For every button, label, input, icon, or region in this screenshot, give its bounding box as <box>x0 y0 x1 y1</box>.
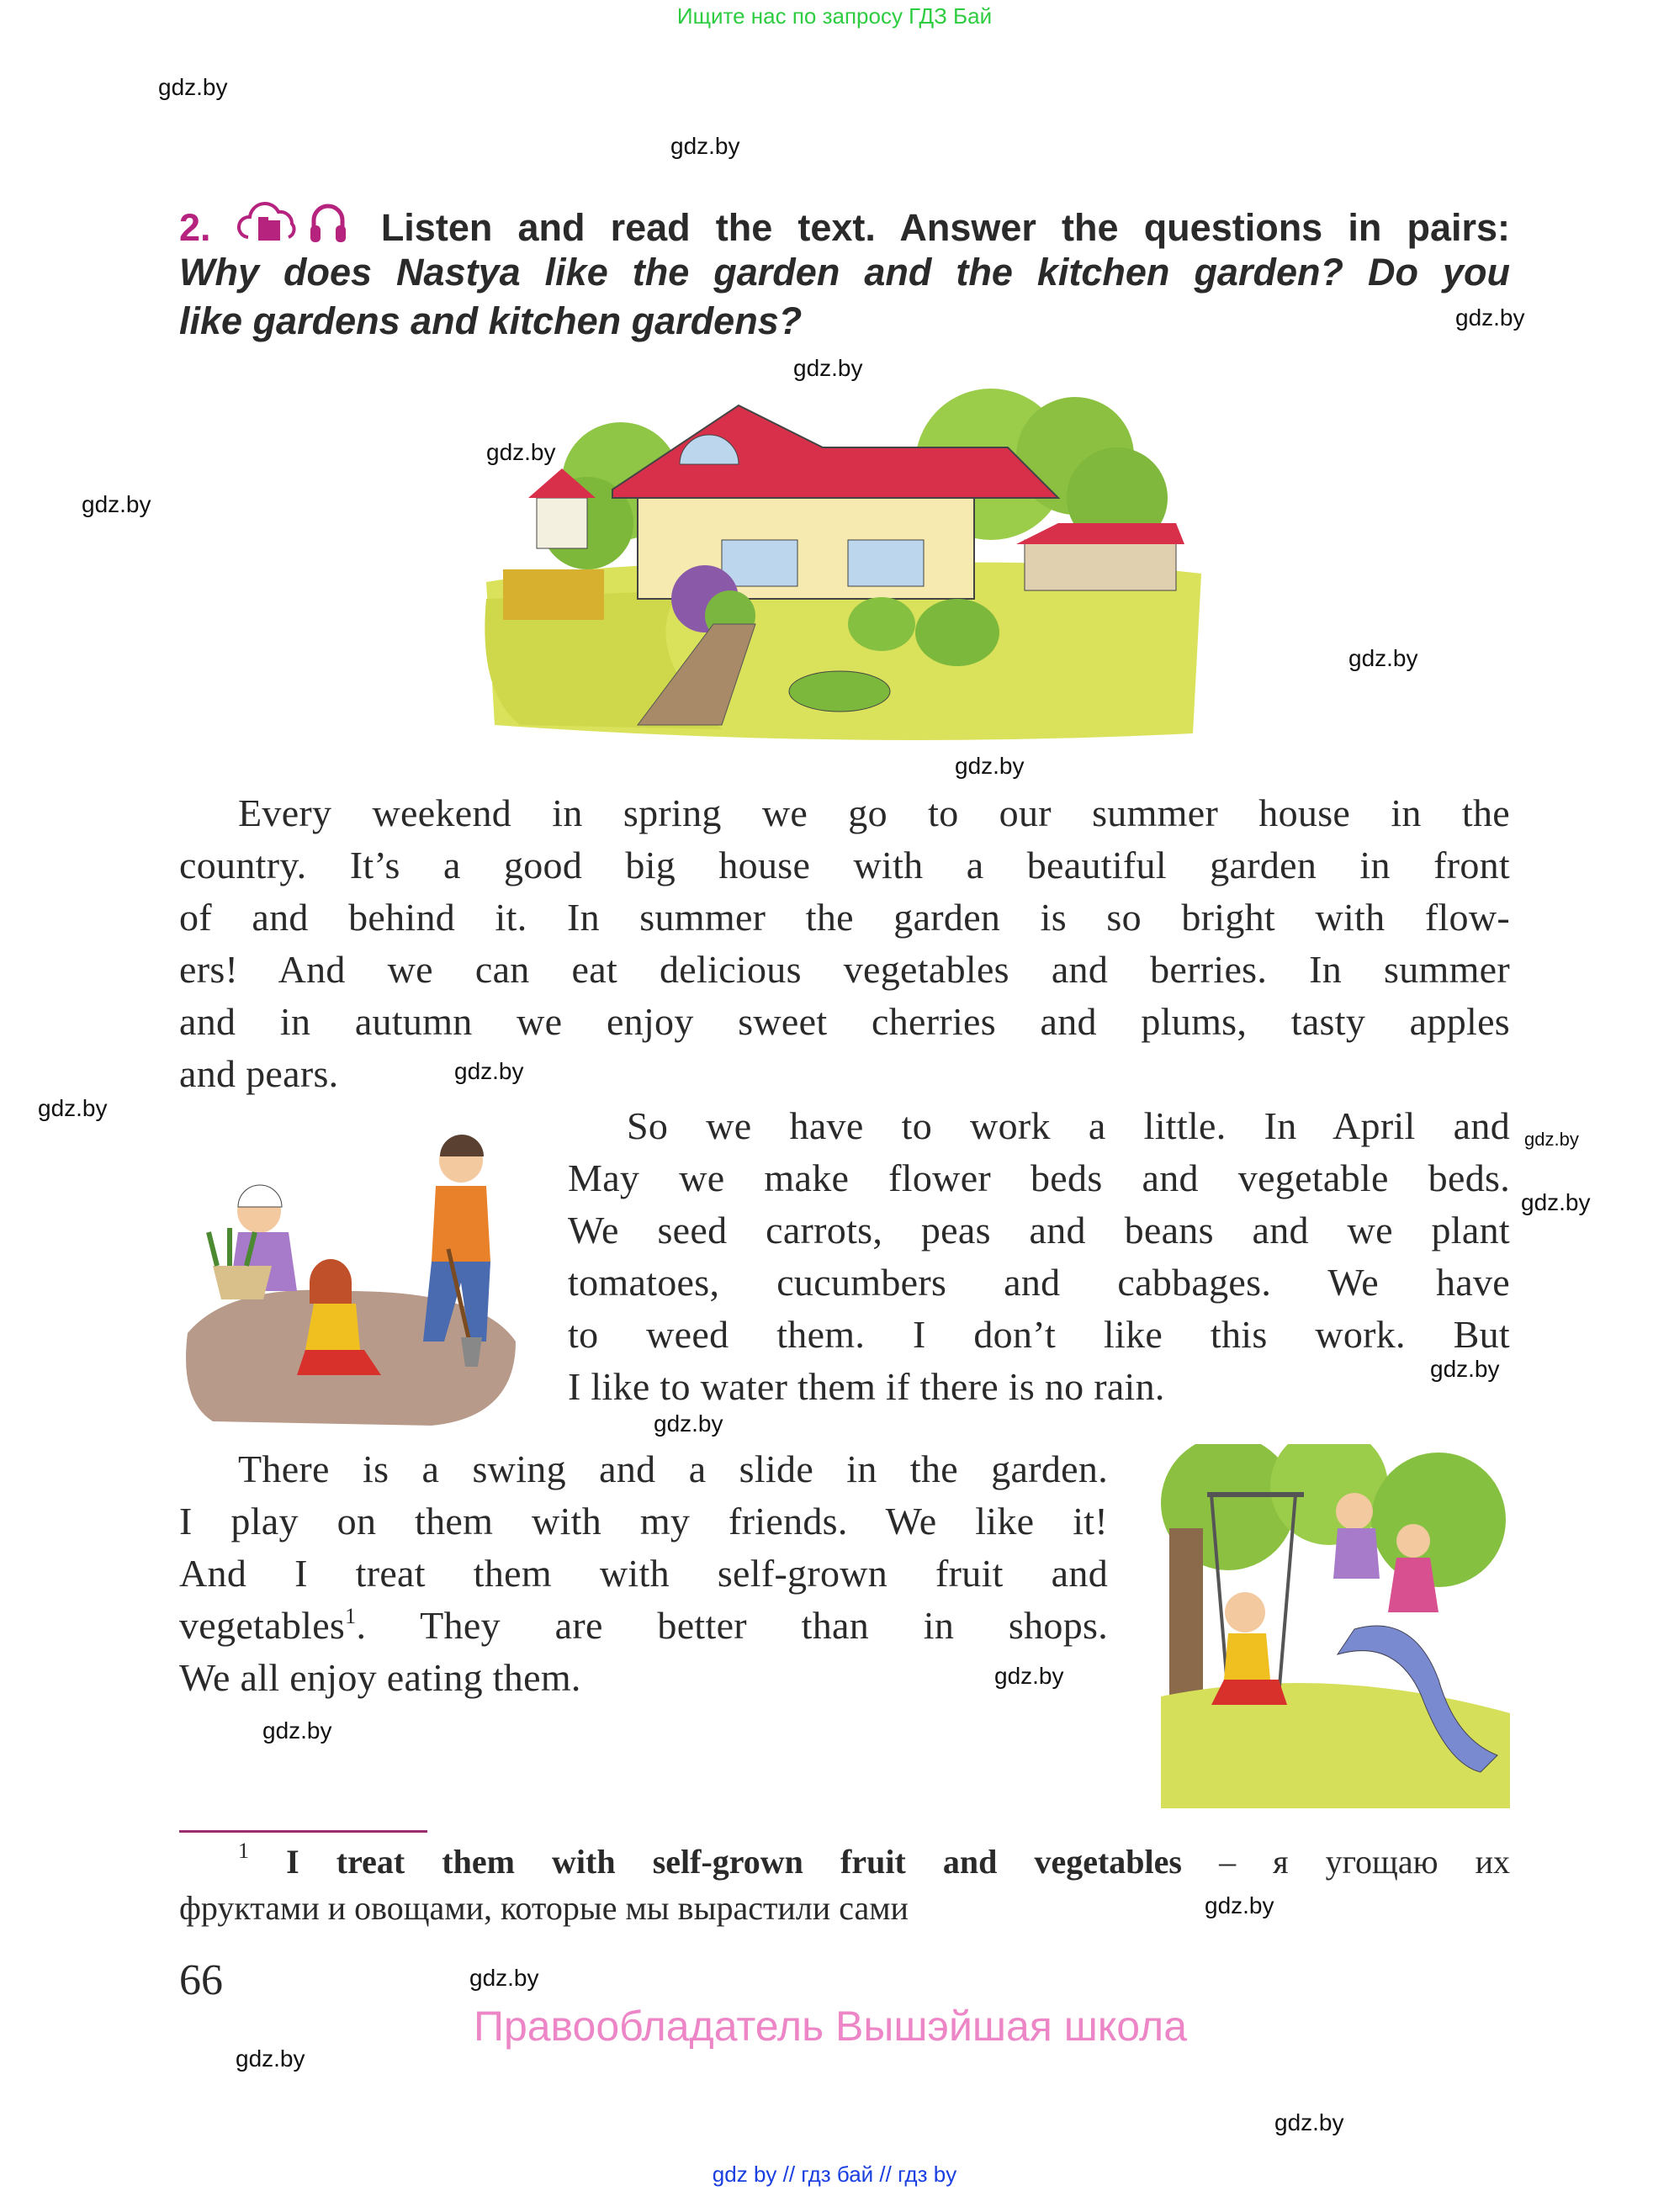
text-line: Every weekend in spring we go to our summer house in the <box>238 791 1510 834</box>
text-fragment: . They are better than in shops. <box>356 1604 1108 1647</box>
watermark: gdz.by <box>1430 1356 1500 1382</box>
text-line: We seed carrots, peas and beans and we plant <box>568 1209 1510 1252</box>
footnote-divider <box>179 1830 427 1833</box>
watermark: gdz.by <box>1274 2109 1344 2135</box>
text-line: There is a swing and a slide in the garden. <box>238 1447 1108 1490</box>
exercise-number: 2. <box>179 206 211 249</box>
watermark: gdz.by <box>654 1410 723 1437</box>
watermark: gdz.by <box>236 2045 305 2072</box>
text-line: We all enjoy eating them. <box>179 1656 581 1699</box>
swing-slide-illustration <box>1161 1444 1510 1808</box>
kids-gardening-illustration <box>179 1123 520 1434</box>
instruction-text: Listen and read the text. Answer the questions in pairs: <box>380 206 1510 249</box>
watermark: gdz.by <box>82 491 151 517</box>
text-line: I like to water them if there is no rain. <box>568 1365 1165 1408</box>
text-line: and pears. <box>179 1052 339 1095</box>
exercise-instruction <box>179 200 1510 250</box>
watermark: gdz.by <box>1455 304 1525 331</box>
text-line: May we make flower beds and vegetable beds. <box>568 1156 1510 1199</box>
text-line: tomatoes, cucumbers and cabbages. We have <box>568 1261 1510 1304</box>
text-fragment: vegetables <box>179 1604 346 1647</box>
watermark: gdz.by <box>1521 1189 1591 1215</box>
watermark: gdz.by <box>1348 645 1418 671</box>
watermark: gdz.by <box>469 1965 539 1991</box>
footnote-reference[interactable]: 1 <box>345 1604 357 1628</box>
watermark: gdz.by <box>158 74 228 100</box>
bottom-links[interactable]: gdz by // гдз бай // гдз by <box>712 2162 957 2187</box>
question-line: Why does Nastya like the garden and the kitchen garden? Do you <box>179 251 1510 294</box>
watermark: gdz.by <box>38 1095 108 1121</box>
text-line: of and behind it. In summer the garden is so bright with flow- <box>179 896 1510 939</box>
rights-holder: Правообладатель Вышэйшая школа <box>474 2003 1187 2050</box>
watermark: gdz.by <box>670 133 740 159</box>
text-line: And I treat them with self-grown fruit and <box>179 1552 1108 1595</box>
footnote-line: фруктами и овощами, которые мы вырастили сами <box>179 1889 909 1927</box>
watermark: gdz.by <box>1205 1892 1274 1918</box>
watermark: gdz.by <box>486 439 556 465</box>
question-line: like gardens and kitchen gardens? <box>179 299 803 342</box>
text-line: ers! And we can eat delicious vegetables and berries. In summer <box>179 948 1510 991</box>
house-garden-illustration <box>469 372 1213 742</box>
text-line: country. It’s a good big house with a beautiful garden in front <box>179 844 1510 886</box>
watermark: gdz.by <box>454 1058 524 1084</box>
watermark: gdz.by <box>994 1663 1064 1689</box>
text-line <box>179 1600 1108 1652</box>
cloud-folder-icon <box>236 200 300 246</box>
text-line: to weed them. I don’t like this work. But <box>568 1313 1510 1356</box>
footnote-translation: – я угощаю их <box>1181 1843 1511 1881</box>
footnote-line <box>179 1839 1511 1881</box>
footnote-phrase: I treat them with self-grown fruit and vegetables <box>286 1843 1182 1881</box>
search-banner[interactable]: Ищите нас по запросу ГДЗ Бай <box>676 3 993 29</box>
text-line: I play on them with my friends. We like it! <box>179 1500 1108 1543</box>
watermark: gdz.by <box>1524 1129 1579 1150</box>
headphones-icon <box>309 200 347 246</box>
watermark: gdz.by <box>955 753 1025 779</box>
watermark: gdz.by <box>262 1717 332 1744</box>
watermark: gdz.by <box>793 355 863 381</box>
text-line: So we have to work a little. In April and <box>627 1104 1510 1147</box>
text-line: and in autumn we enjoy sweet cherries and plums, tasty apples <box>179 1000 1510 1043</box>
page-number: 66 <box>179 1956 223 2004</box>
footnote-mark: 1 <box>238 1839 249 1863</box>
